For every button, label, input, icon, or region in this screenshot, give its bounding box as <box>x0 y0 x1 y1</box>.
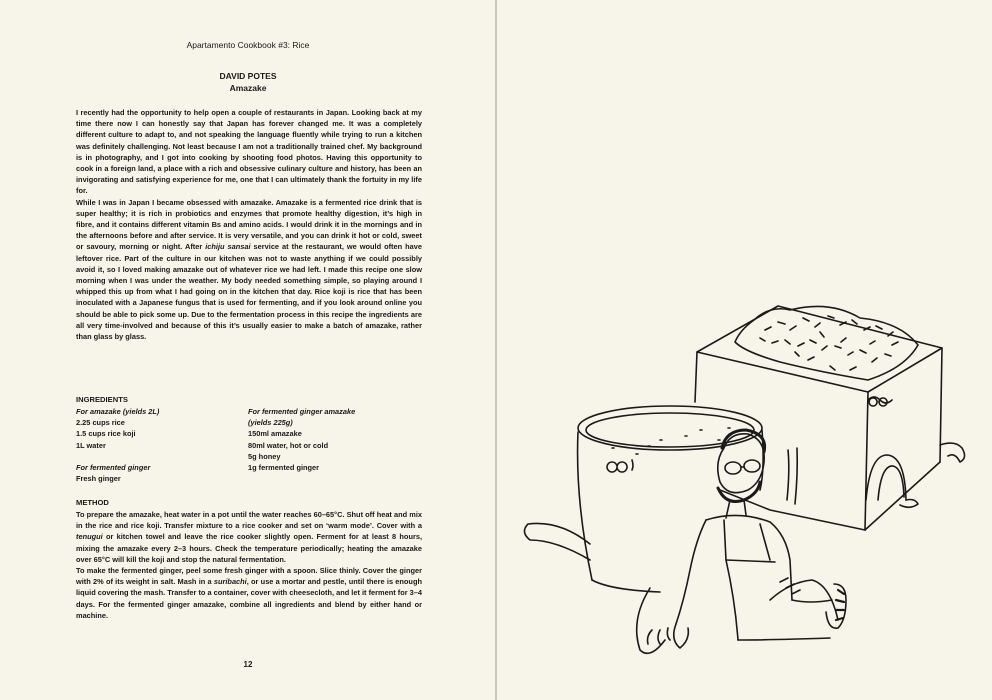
ingredients-right-column <box>248 406 355 473</box>
method-paragraph-2 <box>76 565 422 621</box>
intro-italic-term: ichiju sansai <box>205 242 251 252</box>
method-text-run: , or use a mortar and pestle, until there is enough liquid covering the mash. Transfer to a container, cover with cheesecloth, and let it ferment for 3–4 days. For the fermented ginger amazake, combine all ingredients and blend by either hand or machine. <box>76 577 422 620</box>
ingredient-item: 1g fermented ginger <box>248 463 320 473</box>
recipe-title: Amazake <box>229 83 267 93</box>
recipe-header <box>0 70 496 94</box>
ingredient-item: 2.25 cups rice <box>76 418 125 428</box>
intro-text-run: While I was in Japan I became obsessed with amazake. Amazake is a fermented rice drink that is super healthy; it is rich in probiotics and enzymes that promote healthy digestion, it’s high in fibre, and it contains different vitamin Bs and amino acids. I would drink it in the mornings and in the afternoons before and after service. It is very versatile, and you can drink it hot or cold, sweet or savoury, morning or night. After <box>76 197 422 252</box>
ingredient-item: Fresh ginger <box>76 474 121 484</box>
amazake-subheading: For amazake (yields 2L) <box>76 407 160 416</box>
ingredient-item: 5g honey <box>248 451 281 461</box>
method-text-run: To make the fermented ginger, peel some fresh ginger with a spoon. Slice thinly. Cover the ginger with 2% of its weight in salt. Mash in a <box>76 566 422 587</box>
rice-box-drawing <box>695 306 965 530</box>
ingredient-item: 1L water <box>76 440 106 450</box>
intro-paragraph-1: I recently had the opportunity to help open a couple of restaurants in Japan. Looking back at my time there now I can honestly say that Japan has forever changed me. It was a completely different culture to adapt to, and not speaking the language fluently while trying to run a kitchen was definitely challenging. Not least because I am not a traditionally trained chef. My background is in photography, and I got into cooking by shooting food photos. Having this opportunity to cook in a foreign land, a place with a rich and obsessive culinary culture and history, has been an invigorating and satisfying experience for me, one that I can ultimately thank the fortuity in my life for. <box>76 108 422 196</box>
intro-text-run: service at the restaurant, we would often have leftover rice. Part of the culture in our kitchen was not to waste anything if we could possibly avoid it, so I loved making amazake out of whatever rice we had left. I made this recipe one slow morning when I was under the weather. My body needed something simple, so playing around I whipped this up from what I had going on in the kitchen that day. Rice koji is rice that has been inoculated with a Japanese fungus that is used for fermenting, and if you look around online you should be able to pick some up. Due to the fermentation process in this recipe the ingredients are all very time-involved and because of this it’s usually easier to make a batch of amazake, rather than glass by glass. <box>76 242 422 342</box>
method-text-run: To prepare the amazake, heat water in a pot until the water reaches 60–65°C. Shut off heat and mix in the rice and rice koji. Transfer mixture to a rice cooker and set on ‘warm mode’. Cover with a <box>76 510 422 531</box>
method-paragraph-1 <box>76 509 422 565</box>
ginger-subheading: For fermented ginger <box>76 462 151 472</box>
ginger-amazake-subheading: For fermented ginger amazake <box>248 407 356 416</box>
method-text <box>76 509 422 621</box>
page-number: 12 <box>243 660 253 669</box>
right-page <box>497 0 992 700</box>
author-name: DAVID POTES <box>219 71 277 81</box>
method-italic-term: suribachi <box>213 577 247 587</box>
method-italic-term: tenugui <box>76 532 103 542</box>
running-head: Apartamento Cookbook #3: Rice <box>186 40 310 50</box>
intro-paragraph-2 <box>76 197 422 343</box>
method-text-run: or kitchen towel and leave the rice cooker slightly open. Ferment for at least 8 hours, mixing the amazake every 2–3 hours. Check the temperature periodically; heating the amazake over 65°C will kill the koji and stop the natural fermentation. <box>76 532 422 564</box>
ingredient-item: 150ml amazake <box>248 429 302 439</box>
method-heading: METHOD <box>76 498 109 507</box>
amazake-pot-and-rice-box-illustration <box>497 0 992 700</box>
intro-text <box>76 107 422 342</box>
ingredient-item: 80ml water, hot or cold <box>248 440 329 450</box>
ginger-amazake-yield: (yields 225g) <box>248 418 293 428</box>
ingredients-heading: INGREDIENTS <box>76 395 128 404</box>
chef-figure-drawing <box>674 430 846 648</box>
ingredient-item: 1.5 cups rice koji <box>76 429 136 439</box>
ingredients-left-column <box>76 406 159 484</box>
